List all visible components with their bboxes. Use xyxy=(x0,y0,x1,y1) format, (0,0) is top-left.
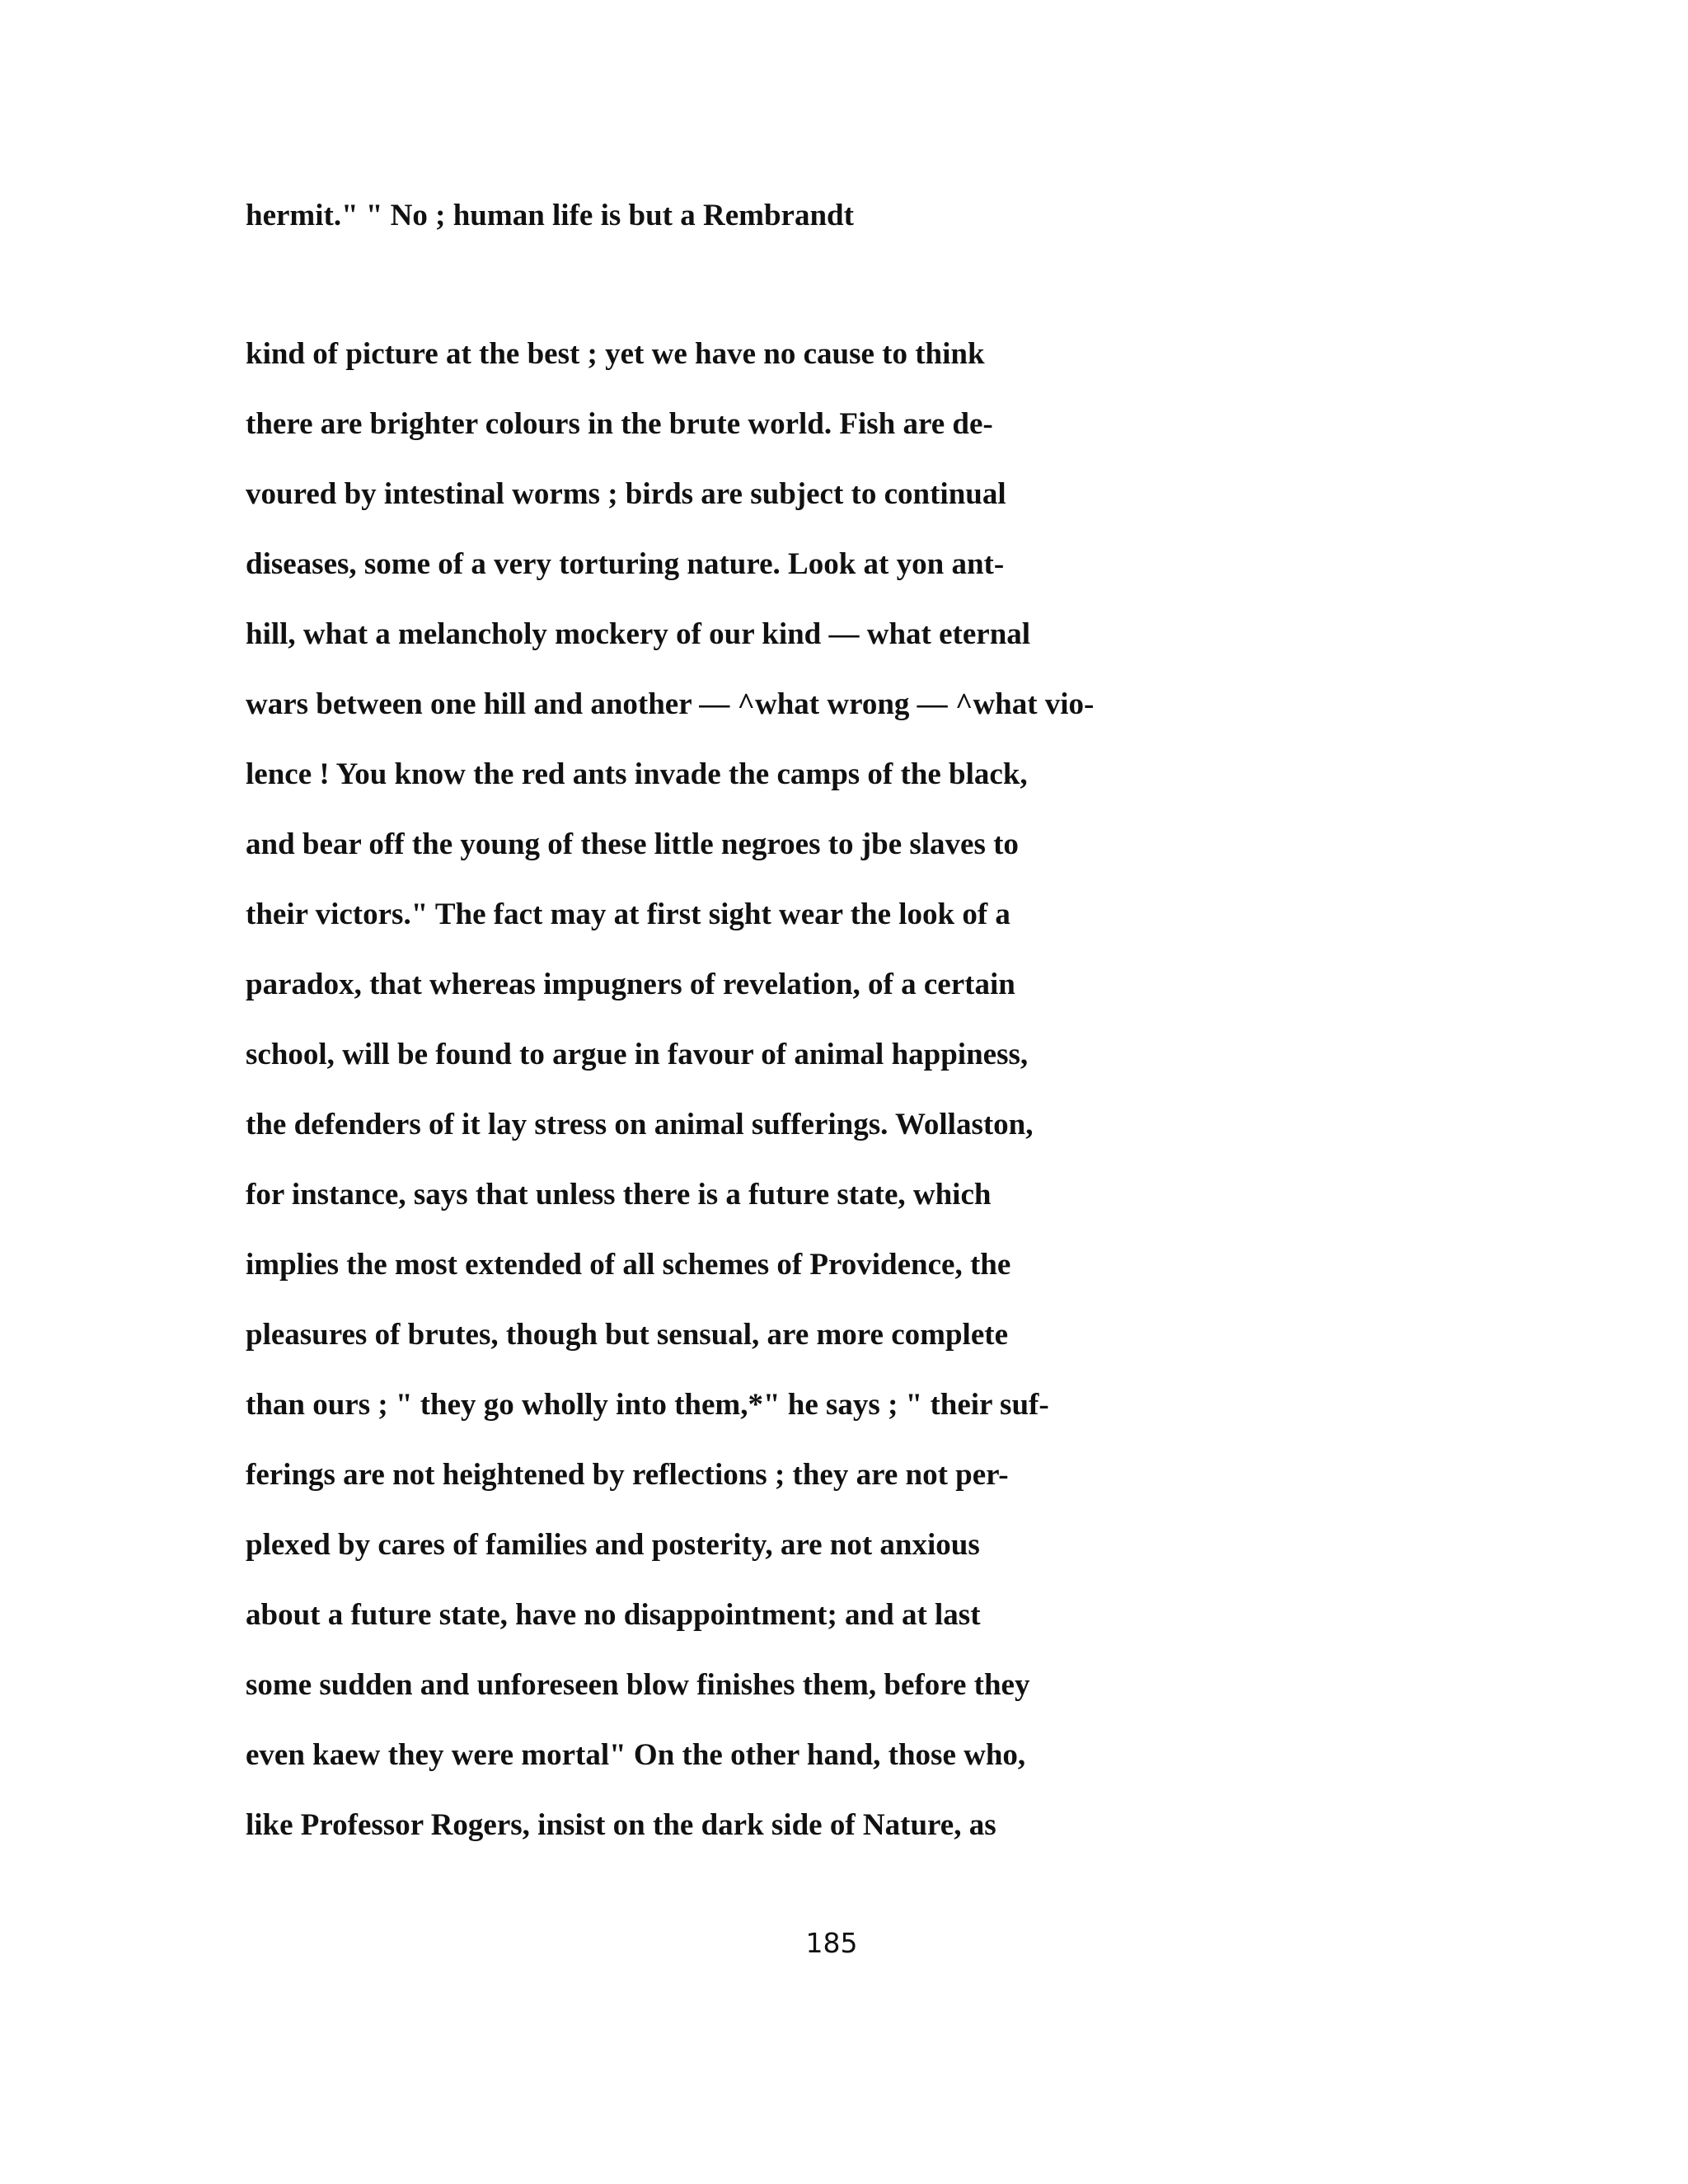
text-line: plexed by cares of families and posterity, are not anxious xyxy=(246,1528,980,1562)
text-line: paradox, that whereas impugners of revelation, of a certain xyxy=(246,968,1015,1001)
text-line: even kaew they were mortal" On the other hand, those who, xyxy=(246,1738,1026,1772)
text-line: and bear off the young of these little negroes to jbe slaves to xyxy=(246,827,1019,861)
text-line: like Professor Rogers, insist on the dark side of Nature, as xyxy=(246,1808,996,1842)
text-line: for instance, says that unless there is a future state, which xyxy=(246,1178,992,1212)
text-line: than ours ; " they go wholly into them,*" he says ; " their suf- xyxy=(246,1388,1049,1422)
text-line: implies the most extended of all schemes of Providence, the xyxy=(246,1248,1011,1282)
page-number: 185 xyxy=(805,1927,858,1959)
text-line: some sudden and unforeseen blow finishes them, before they xyxy=(246,1668,1030,1702)
text-line: hill, what a melancholy mockery of our kind — what eternal xyxy=(246,617,1031,651)
text-line: there are brighter colours in the brute world. Fish are de- xyxy=(246,407,993,441)
text-line-first: hermit." " No ; human life is but a Rembrandt xyxy=(246,199,854,232)
text-line: their victors." The fact may at first sight wear the look of a xyxy=(246,898,1010,931)
text-line: the defenders of it lay stress on animal sufferings. Wollaston, xyxy=(246,1108,1034,1141)
text-line: kind of picture at the best ; yet we have no cause to think xyxy=(246,337,985,371)
text-line: ferings are not heightened by reflections ; they are not per- xyxy=(246,1458,1009,1492)
text-line: lence ! You know the red ants invade the camps of the black, xyxy=(246,757,1028,791)
text-line: pleasures of brutes, though but sensual, are more complete xyxy=(246,1318,1008,1352)
text-line: diseases, some of a very torturing nature. Look at yon ant- xyxy=(246,547,1005,581)
text-line: about a future state, have no disappointment; and at last xyxy=(246,1598,981,1632)
text-line: voured by intestinal worms ; birds are subject to continual xyxy=(246,477,1006,511)
text-line: wars between one hill and another — ^what wrong — ^what vio- xyxy=(246,687,1095,721)
text-line: school, will be found to argue in favour of animal happiness, xyxy=(246,1038,1029,1071)
